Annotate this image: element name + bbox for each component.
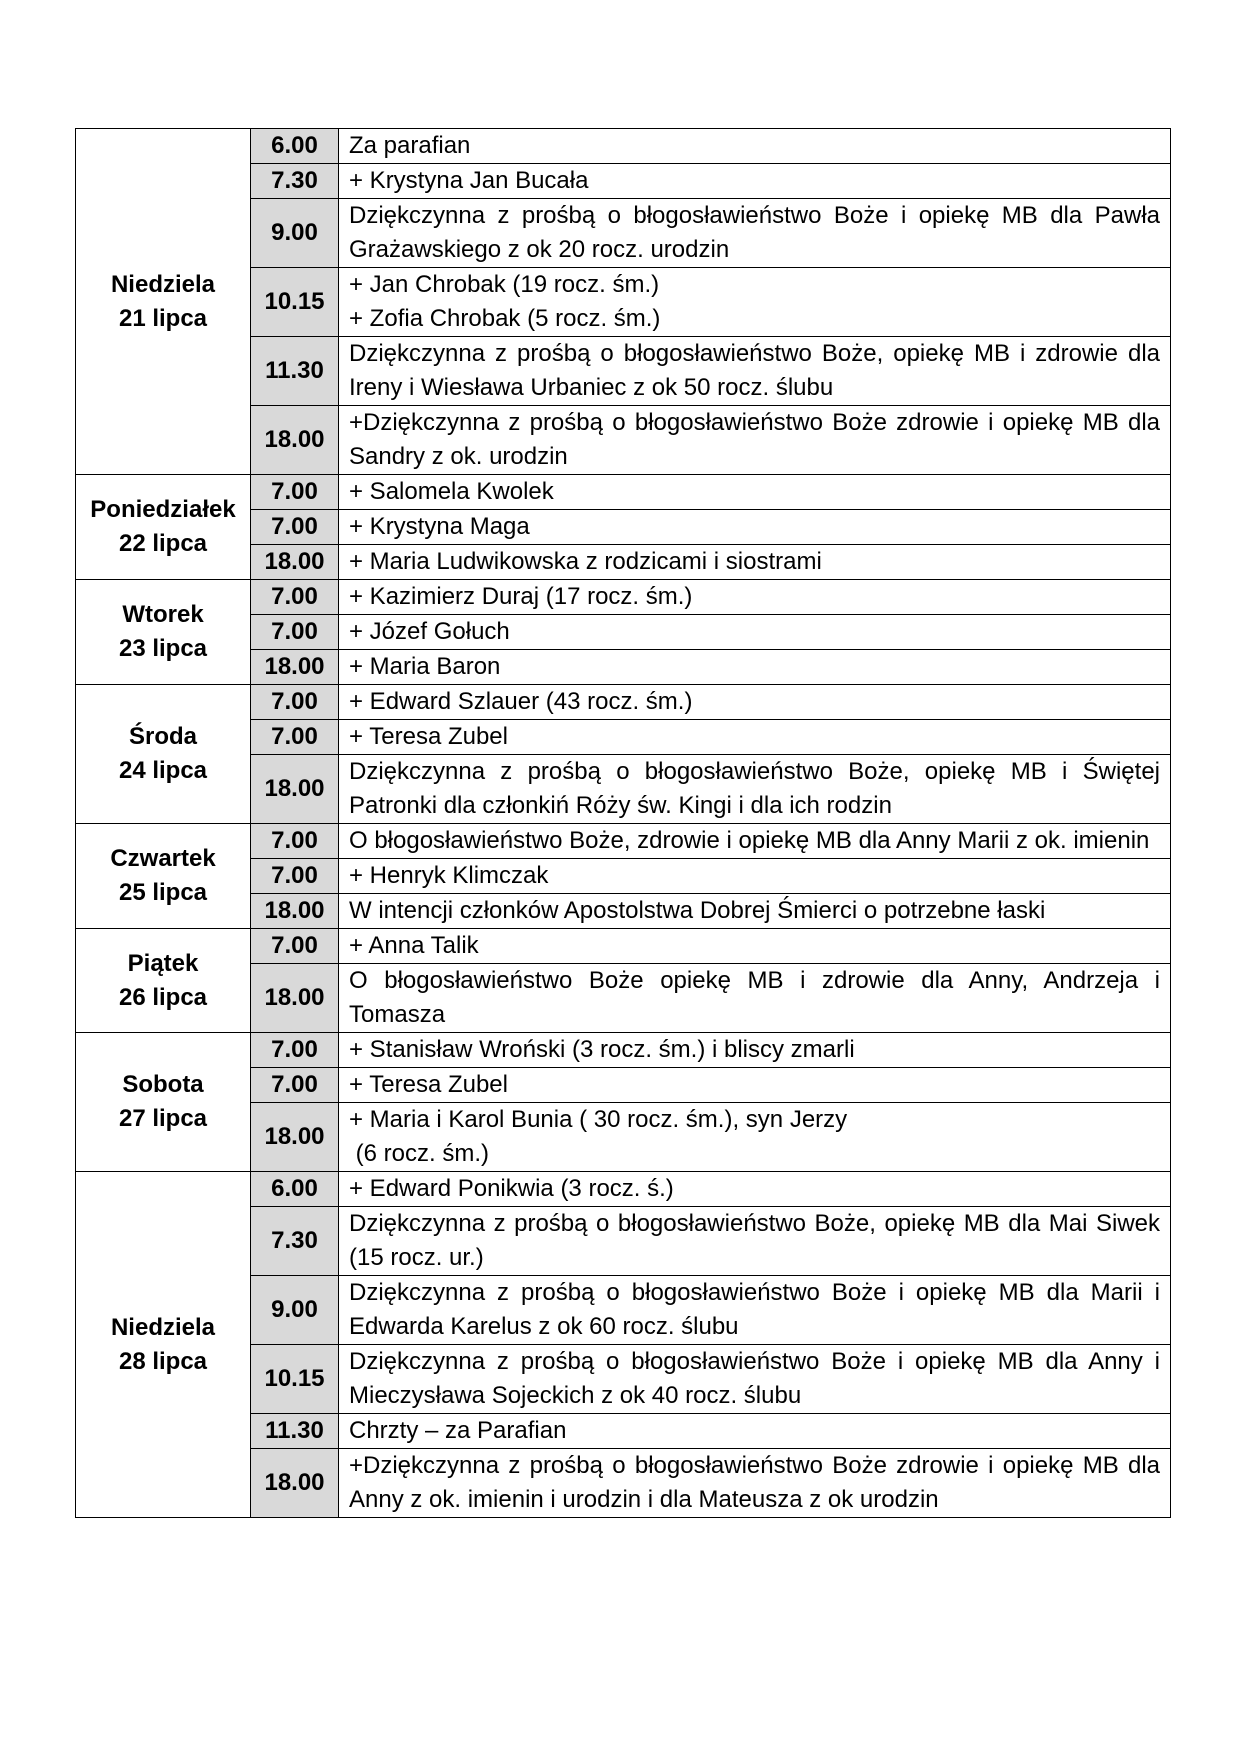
day-date: 23 lipca — [118, 635, 208, 662]
mass-intention: + Anna Talik — [339, 929, 1171, 964]
mass-time: 18.00 — [251, 1449, 339, 1518]
day-date: 28 lipca — [118, 1347, 208, 1375]
day-cell — [76, 475, 251, 580]
mass-intention: + Krystyna Maga — [339, 510, 1171, 545]
mass-row — [76, 824, 1171, 859]
mass-time: 18.00 — [251, 406, 339, 475]
mass-intention: + Kazimierz Duraj (17 rocz. śm.) — [339, 580, 1171, 615]
mass-intention: + Henryk Klimczak — [339, 859, 1171, 894]
mass-intention: + Teresa Zubel — [339, 1068, 1171, 1103]
day-name: Poniedziałek — [90, 496, 236, 523]
mass-time: 6.00 — [251, 129, 339, 164]
mass-intentions-table — [75, 128, 1171, 1518]
day-name: Piątek — [127, 949, 199, 977]
mass-time: 7.30 — [251, 1207, 339, 1276]
mass-intention: + Krystyna Jan Bucała — [339, 164, 1171, 199]
mass-time: 7.00 — [251, 824, 339, 859]
day-date: 26 lipca — [118, 983, 208, 1011]
mass-intention: Dziękczynna z prośbą o błogosławieństwo Boże, opiekę MB dla Mai Siwek (15 rocz. ur.) — [339, 1207, 1171, 1276]
mass-intention: Dziękczynna z prośbą o błogosławieństwo Boże i opiekę MB dla Anny i Mieczysława Sojeckich z ok 40 rocz. ślubu — [339, 1345, 1171, 1414]
mass-time: 18.00 — [251, 545, 339, 580]
day-name: Niedziela — [110, 1313, 216, 1341]
mass-intention: + Edward Ponikwia (3 rocz. ś.) — [339, 1172, 1171, 1207]
day-date: 22 lipca — [118, 530, 208, 557]
day-name: Środa — [128, 723, 197, 750]
mass-row — [76, 475, 1171, 510]
mass-intention: + Edward Szlauer (43 rocz. śm.) — [339, 685, 1171, 720]
mass-intention: Dziękczynna z prośbą o błogosławieństwo Boże i opiekę MB dla Pawła Grażawskiego z ok 20 rocz. urodzin — [339, 199, 1171, 268]
mass-time: 11.30 — [251, 1414, 339, 1449]
mass-time: 7.00 — [251, 1033, 339, 1068]
mass-time: 7.00 — [251, 859, 339, 894]
day-date: 24 lipca — [118, 757, 208, 784]
day-name: Wtorek — [122, 601, 204, 628]
mass-time: 7.00 — [251, 475, 339, 510]
day-cell — [76, 685, 251, 824]
mass-intention: + Maria i Karol Bunia ( 30 rocz. śm.), syn Jerzy (6 rocz. śm.) — [339, 1103, 1171, 1172]
mass-time: 7.00 — [251, 615, 339, 650]
mass-time: 7.00 — [251, 720, 339, 755]
mass-intention: +Dziękczynna z prośbą o błogosławieństwo Boże zdrowie i opiekę MB dla Sandry z ok. urodzin — [339, 406, 1171, 475]
mass-intention: Dziękczynna z prośbą o błogosławieństwo Boże i opiekę MB dla Marii i Edwarda Karelus z ok 60 rocz. ślubu — [339, 1276, 1171, 1345]
mass-intention: + Jan Chrobak (19 rocz. śm.) + Zofia Chrobak (5 rocz. śm.) — [339, 268, 1171, 337]
mass-row — [76, 929, 1171, 964]
mass-intention: + Salomela Kwolek — [339, 475, 1171, 510]
day-cell — [76, 1033, 251, 1172]
mass-time: 11.30 — [251, 337, 339, 406]
mass-time: 7.00 — [251, 929, 339, 964]
mass-intention: + Maria Baron — [339, 650, 1171, 685]
mass-time: 18.00 — [251, 894, 339, 929]
mass-intention: W intencji członków Apostolstwa Dobrej Śmierci o potrzebne łaski — [339, 894, 1171, 929]
day-cell — [76, 824, 251, 929]
mass-intention: + Maria Ludwikowska z rodzicami i siostrami — [339, 545, 1171, 580]
mass-time: 7.00 — [251, 580, 339, 615]
day-date: 27 lipca — [118, 1105, 208, 1132]
mass-intention: O błogosławieństwo Boże opiekę MB i zdrowie dla Anny, Andrzeja i Tomasza — [339, 964, 1171, 1033]
mass-time: 18.00 — [251, 650, 339, 685]
day-name: Sobota — [122, 1071, 204, 1098]
mass-intention: + Stanisław Wroński (3 rocz. śm.) i bliscy zmarli — [339, 1033, 1171, 1068]
mass-time: 7.00 — [251, 685, 339, 720]
mass-time: 7.30 — [251, 164, 339, 199]
day-cell — [76, 1172, 251, 1518]
mass-time: 9.00 — [251, 1276, 339, 1345]
mass-time: 18.00 — [251, 1103, 339, 1172]
day-name: Niedziela — [110, 270, 216, 298]
mass-intention: Dziękczynna z prośbą o błogosławieństwo Boże, opiekę MB i Świętej Patronki dla członkiń Róży św. Kingi i dla ich rodzin — [339, 755, 1171, 824]
mass-row — [76, 580, 1171, 615]
mass-intention: Za parafian — [339, 129, 1171, 164]
mass-time: 18.00 — [251, 755, 339, 824]
mass-row — [76, 1172, 1171, 1207]
mass-intention: Chrzty – za Parafian — [339, 1414, 1171, 1449]
mass-intention: + Józef Gołuch — [339, 615, 1171, 650]
mass-time: 7.00 — [251, 510, 339, 545]
mass-intention: +Dziękczynna z prośbą o błogosławieństwo Boże zdrowie i opiekę MB dla Anny z ok. imienin i urodzin i dla Mateusza z ok urodzin — [339, 1449, 1171, 1518]
day-cell — [76, 929, 251, 1033]
mass-intention: Dziękczynna z prośbą o błogosławieństwo Boże, opiekę MB i zdrowie dla Ireny i Wiesława Urbaniec z ok 50 rocz. ślubu — [339, 337, 1171, 406]
mass-time: 18.00 — [251, 964, 339, 1033]
mass-time: 10.15 — [251, 268, 339, 337]
mass-intention: O błogosławieństwo Boże, zdrowie i opiekę MB dla Anny Marii z ok. imienin — [339, 824, 1171, 859]
day-name: Czwartek — [110, 845, 216, 872]
day-date: 25 lipca — [118, 879, 208, 906]
mass-row — [76, 1033, 1171, 1068]
day-date: 21 lipca — [118, 304, 208, 332]
mass-intention: + Teresa Zubel — [339, 720, 1171, 755]
mass-time: 6.00 — [251, 1172, 339, 1207]
mass-time: 9.00 — [251, 199, 339, 268]
mass-row — [76, 129, 1171, 164]
mass-time: 7.00 — [251, 1068, 339, 1103]
mass-row — [76, 685, 1171, 720]
mass-time: 10.15 — [251, 1345, 339, 1414]
mass-intentions-body — [76, 129, 1171, 1518]
day-cell — [76, 129, 251, 475]
day-cell — [76, 580, 251, 685]
